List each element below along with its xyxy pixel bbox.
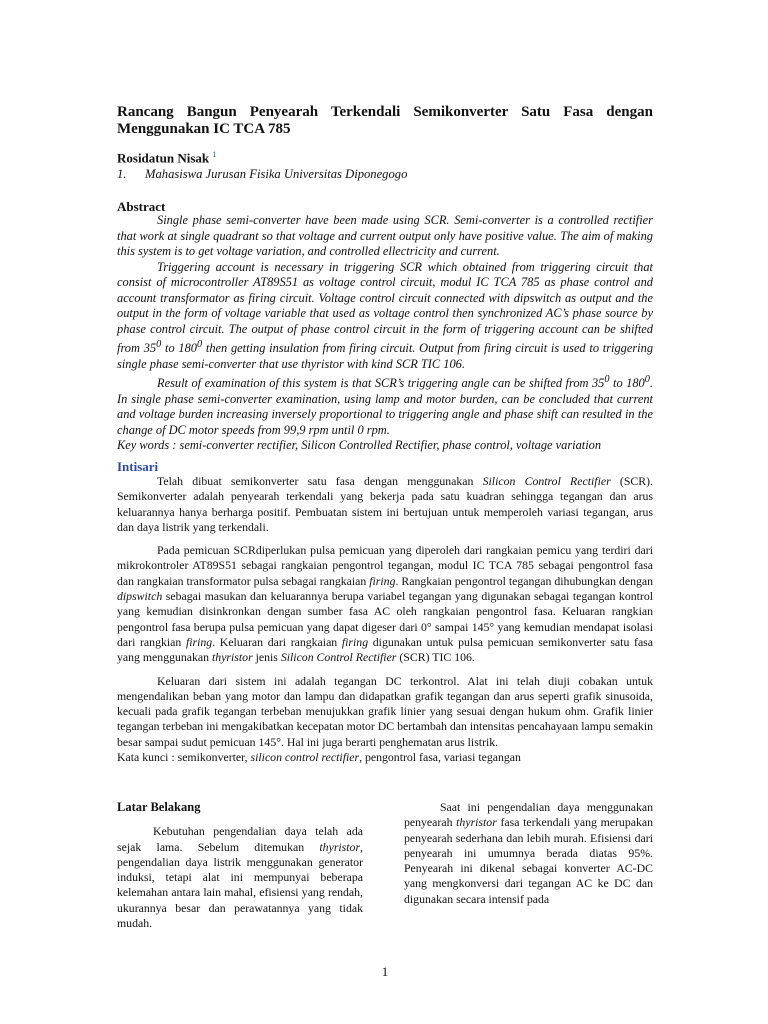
latar-belakang-column-right [404, 800, 653, 907]
affiliation-text: Mahasiswa Jurusan Fisika Universitas Diponegogo [145, 167, 408, 181]
author-affiliation [117, 167, 407, 182]
abstract-body [117, 213, 653, 454]
paper-title [117, 104, 653, 138]
author-affiliation-mark: 1 [212, 150, 217, 159]
title-line-1: Rancang Bangun Penyearah Terkendali Semikonverter Satu Fasa dengan [117, 104, 653, 120]
latar-belakang-heading: Latar Belakang [117, 800, 201, 814]
intisari-keywords: Kata kunci : semikonverter, silicon control rectifier, pengontrol fasa, variasi tegangan [117, 750, 521, 765]
abstract-paragraph-3: Result of examination of this system is that SCR’s triggering angle can be shifted from $35^0$ to $180^0$. In single phase semi-converter examination, using lamp and motor burden, can be concluded that current and voltage burden increasing inversely proportional to triggering angle and phase shift can resulted in the change of DC motor speeds from 99,9 rpm until 0 rpm. [117, 374, 654, 437]
abstract-heading: Abstract [117, 199, 166, 214]
page-number: 1 [381, 964, 389, 979]
abstract-paragraph-2: Triggering account is necessary in triggering SCR which obtained from triggering circuit that consist of microcontroller AT89S51 as voltage control circuit, modul IC TCA 785 as phase control and account transformator as firing circuit. Voltage control circuit connected with dipswitch as output and the output in the form of voltage variable that used as voltage control then synchronized AC’s phase source by phase control circuit. The output of phase control circuit in the form of triggering account can be shifted from $35^0$ to $180^0$ then getting insulation from firing circuit. Output from firing circuit is used to triggering single phase semi-converter that use thyristor with kind SCR TIC 106. [117, 259, 654, 371]
latar-belakang-column-left [117, 800, 363, 931]
intisari-paragraph-2: Pada pemicuan SCRdiperlukan pulsa pemicuan yang diperoleh dari rangkaian pemicu yang terdiri dari mikrokontroler AT89S51 sebagai rangkaian pengontrol tegangan, modul IC TCA 785 sebagai pengontrol fasa dan rangkaian transformator pulsa sebagai rangkaian firing. Rangkaian pengontrol tegangan dihubungkan dengan dipswitch sebagai masukan dan keluarannya berupa variabel tegangan yang digunakan sebagai tegangan kontrol yang kemudian disinkronkan dengan sumber fasa AC oleh rangkaian pengontrol fasa. Keluaran rangkian pengontrol fasa berupa pulsa pemicuan yang dapat digeser dari 0° sampai 145° yang kemudian mendapat isolasi dari rangkian firing. Keluaran dari rangkaian firing digunakan untuk pulsa pemicuan semikonverter satu fasa yang menggunakan thyristor jenis Silicon Control Rectifier (SCR) TIC 106. [117, 543, 654, 665]
author-text: Rosidatun Nisak [117, 150, 210, 166]
latar-paragraph-1: Kebutuhan pengendalian daya telah ada sejak lama. Sebelum ditemukan thyristor, pengendalian daya listrik menggunakan generator induksi, tetapi alat ini mempunyai beberapa kelemahan antara lain mahal, efisiensi yang rendah, ukurannya besar dan perawatannya yang tidak mudah. [117, 824, 363, 931]
abstract-paragraph-1: Single phase semi-converter have been made using SCR. Semi-converter is a controlled rectifier that work at single quadrant so that voltage and current output only have positive value. The aim of making this system is to get voltage variation, and controlled ellectricity and current. [117, 213, 653, 258]
intisari-paragraph-3: Keluaran dari sistem ini adalah tegangan DC terkontrol. Alat ini telah diuji cobakan untuk mengendalikan beban yang motor dan lampu dan didapatkan grafik tegangan dan arus seperti grafik sinusoida, kecuali pada grafik tegangan terbeban menujukkan grafik linier yang sesuai dengan hukum ohm. Grafik linier tegangan terbeban ini mengakibatkan kecepatan motor DC bertambah dan intensitas pencahayaan lampu semakin besar sampai sudut pemicuan 145°. Hal ini juga berarti penghematan arus listrik. [117, 673, 653, 749]
intisari-paragraph-1: Telah dibuat semikonverter satu fasa dengan menggunakan Silicon Control Rectifier (SCR). Semikonverter adalah penyearah terkendali yang bekerja pada satu kuadran sehingga tegangan dan arus keluarannya hanya berharga positif. Pembuatan sistem ini bertujuan untuk memperoleh variasi tegangan, arus dan daya listrik yang terkendali. [117, 474, 653, 534]
intisari-heading: Intisari [117, 459, 159, 474]
author-name [117, 150, 216, 166]
title-line-2: Menggunakan IC TCA 785 [117, 121, 291, 137]
abstract-keywords: Key words : semi-converter rectifier, Silicon Controlled Rectifier, phase control, voltage variation [117, 438, 602, 453]
affiliation-number: 1. [117, 167, 127, 181]
latar-paragraph-2: Saat ini pengendalian daya menggunakan penyearah thyristor fasa terkendali yang merupakan penyearah sederhana dan lebih murah. Efisiensi dari penyearah ini umumnya berada diatas 95%. Penyearah ini dikenal sebagai konverter AC-DC yang mengkonversi dari tegangan AC ke DC dan digunakan secara intensif pada [404, 800, 653, 906]
intisari-body [117, 474, 653, 765]
